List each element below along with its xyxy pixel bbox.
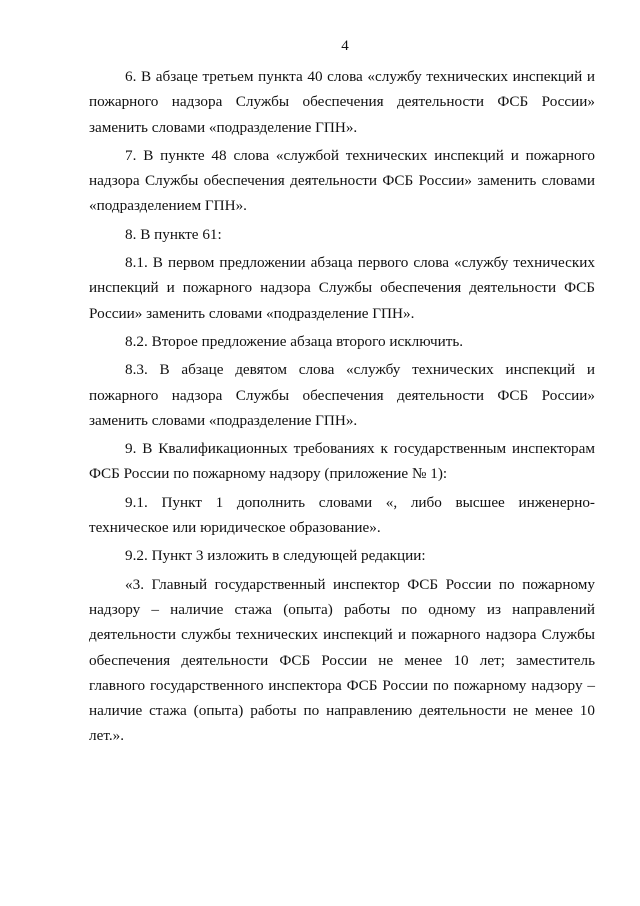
paragraph-item-8-3: 8.3. В абзаце девятом слова «службу технических инспекций и пожарного надзора Службы обеспечения деятельности ФСБ России» заменить словами «подразделение ГПН». xyxy=(89,361,595,429)
paragraph-item-8: 8. В пункте 61: xyxy=(125,225,222,243)
paragraph-item-6: 6. В абзаце третьем пункта 40 слова «службу технических инспекций и пожарного надзора Службы обеспечения деятельности ФСБ России» заменить словами «подразделение ГПН». xyxy=(89,68,595,136)
document-body xyxy=(89,64,595,749)
paragraph-item-9-2: 9.2. Пункт 3 изложить в следующей редакции: xyxy=(125,547,426,565)
paragraph-item-9-1: 9.1. Пункт 1 дополнить словами «, либо высшее инженерно-техническое или юридическое образование». xyxy=(89,493,595,537)
paragraph-item-8-1: 8.1. В первом предложении абзаца первого слова «службу технических инспекций и пожарного надзора Службы обеспечения деятельности ФСБ России» заменить словами «подразделение ГПН». xyxy=(89,254,595,322)
paragraph-item-8-2: 8.2. Второе предложение абзаца второго исключить. xyxy=(125,332,464,350)
paragraph-quote-item-3: «3. Главный государственный инспектор ФСБ России по пожарному надзору – наличие стажа (опыта) работы по одному из направлений деятельности службы технических инспекций и пожарного надзора Службы обеспечения деятельности ФСБ России не менее 10 лет; заместитель главного государственного инспектора ФСБ России по пожарному надзору – наличие стажа (опыта) работы по направлению деятельности не менее 10 лет.». xyxy=(89,575,595,745)
paragraph-item-7: 7. В пункте 48 слова «службой технических инспекций и пожарного надзора Службы обеспечения деятельности ФСБ России» заменить словами «подразделением ГПН». xyxy=(89,146,595,215)
paragraph-item-9: 9. В Квалификационных требованиях к государственным инспекторам ФСБ России по пожарному надзору (приложение № 1): xyxy=(89,440,595,483)
page-number: 4 xyxy=(341,38,349,54)
